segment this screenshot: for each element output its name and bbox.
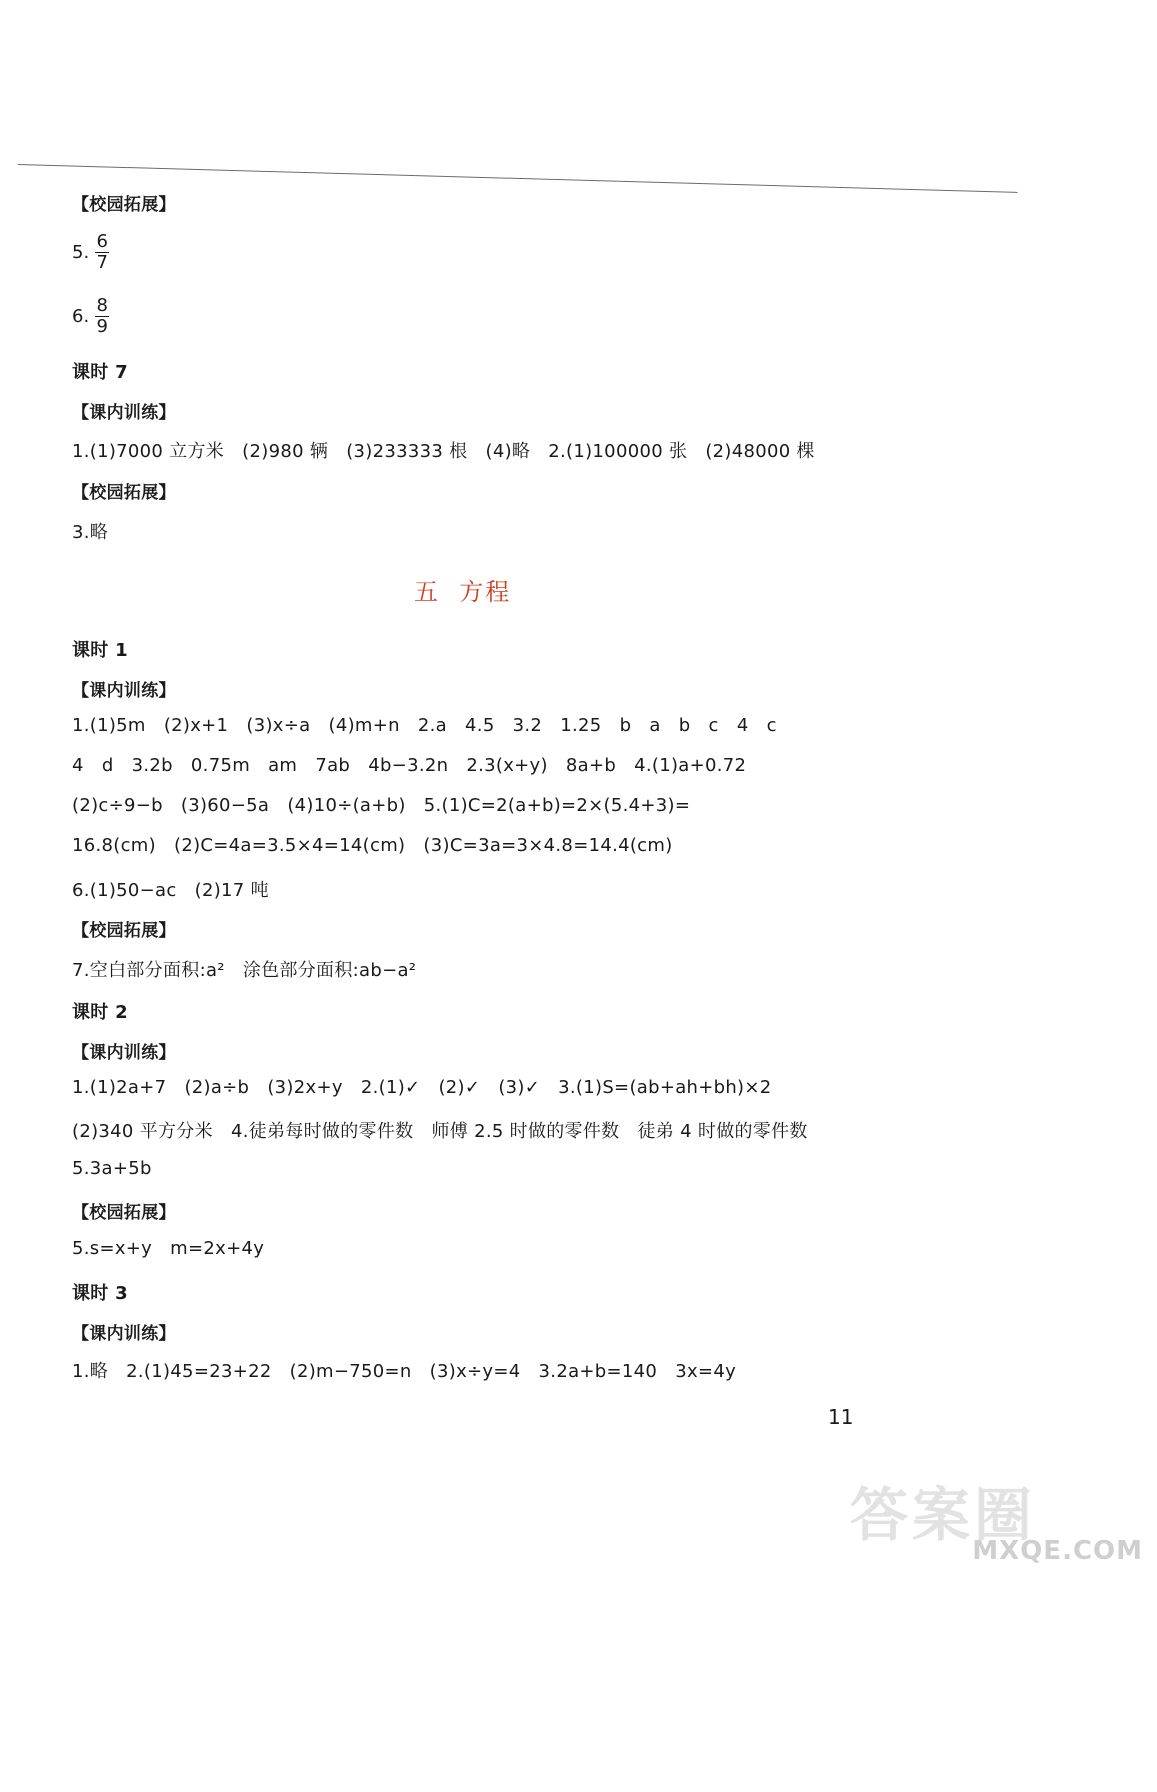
lesson-2-answer-line: 5.3a+5b	[72, 1158, 152, 1179]
answer-5-label: 5.	[72, 242, 90, 263]
lesson-1-answer-line: 16.8(cm) (2)C=4a=3.5×4=14(cm) (3)C=3a=3×4.8=14.4(cm)	[72, 835, 673, 856]
lesson-3-answer-line: 1.略 2.(1)45=23+22 (2)m−750=n (3)x÷y=4 3.2a+b=140 3x=4y	[72, 1361, 737, 1382]
lesson-2-answer-5: 5.s=x+y m=2x+4y	[72, 1238, 265, 1259]
lesson-7-answer-line: 1.(1)7000 立方米 (2)980 辆 (3)233333 根 (4)略 2.(1)100000 张 (2)48000 棵	[72, 441, 815, 462]
heading-campus-extension: 【校园拓展】	[72, 1203, 176, 1223]
top-rule	[18, 164, 1018, 193]
watermark-url: MXQE.COM	[972, 1536, 1143, 1566]
lesson-7-title: 课时 7	[72, 362, 128, 383]
fraction-denominator: 7	[96, 252, 108, 273]
heading-campus-extension: 【校园拓展】	[72, 921, 176, 941]
fraction-6-7	[95, 232, 109, 273]
lesson-2-answer-line: (2)340 平方分米 4.徒弟每时做的零件数 师傅 2.5 时做的零件数 徒弟 4 时做的零件数	[72, 1121, 808, 1142]
answer-5-fraction	[72, 232, 109, 273]
fraction-denominator: 9	[96, 316, 108, 337]
lesson-1-answer-line: 6.(1)50−ac (2)17 吨	[72, 880, 269, 901]
answer-6-label: 6.	[72, 306, 90, 327]
lesson-1-answer-line: 4 d 3.2b 0.75m am 7ab 4b−3.2n 2.3(x+y) 8a+b 4.(1)a+0.72	[72, 755, 747, 776]
heading-class-training: 【课内训练】	[72, 403, 176, 423]
lesson-3-title: 课时 3	[72, 1283, 128, 1304]
page-number: 11	[828, 1405, 854, 1429]
watermark-logo: 答案圈	[850, 1481, 1037, 1549]
lesson-1-title: 课时 1	[72, 640, 128, 661]
lesson-1-answer-line: 1.(1)5m (2)x+1 (3)x÷a (4)m+n 2.a 4.5 3.2 1.25 b a b c 4 c	[72, 715, 777, 736]
fraction-numerator: 8	[96, 295, 108, 316]
lesson-2-answer-line: 1.(1)2a+7 (2)a÷b (3)2x+y 2.(1)✓ (2)✓ (3)✓ 3.(1)S=(ab+ah+bh)×2	[72, 1077, 772, 1098]
fraction-numerator: 6	[96, 231, 108, 252]
heading-campus-extension: 【校园拓展】	[72, 195, 176, 215]
lesson-1-answer-line: (2)c÷9−b (3)60−5a (4)10÷(a+b) 5.(1)C=2(a+b)=2×(5.4+3)=	[72, 795, 691, 816]
heading-class-training: 【课内训练】	[72, 1324, 176, 1344]
heading-class-training: 【课内训练】	[72, 681, 176, 701]
heading-class-training: 【课内训练】	[72, 1043, 176, 1063]
section-title: 五 方程	[414, 578, 512, 606]
lesson-7-answer-3: 3.略	[72, 522, 109, 543]
lesson-2-title: 课时 2	[72, 1002, 128, 1023]
answer-6-fraction	[72, 296, 109, 337]
fraction-8-9	[95, 296, 109, 337]
heading-campus-extension: 【校园拓展】	[72, 483, 176, 503]
lesson-1-answer-7: 7.空白部分面积:a² 涂色部分面积:ab−a²	[72, 960, 417, 981]
